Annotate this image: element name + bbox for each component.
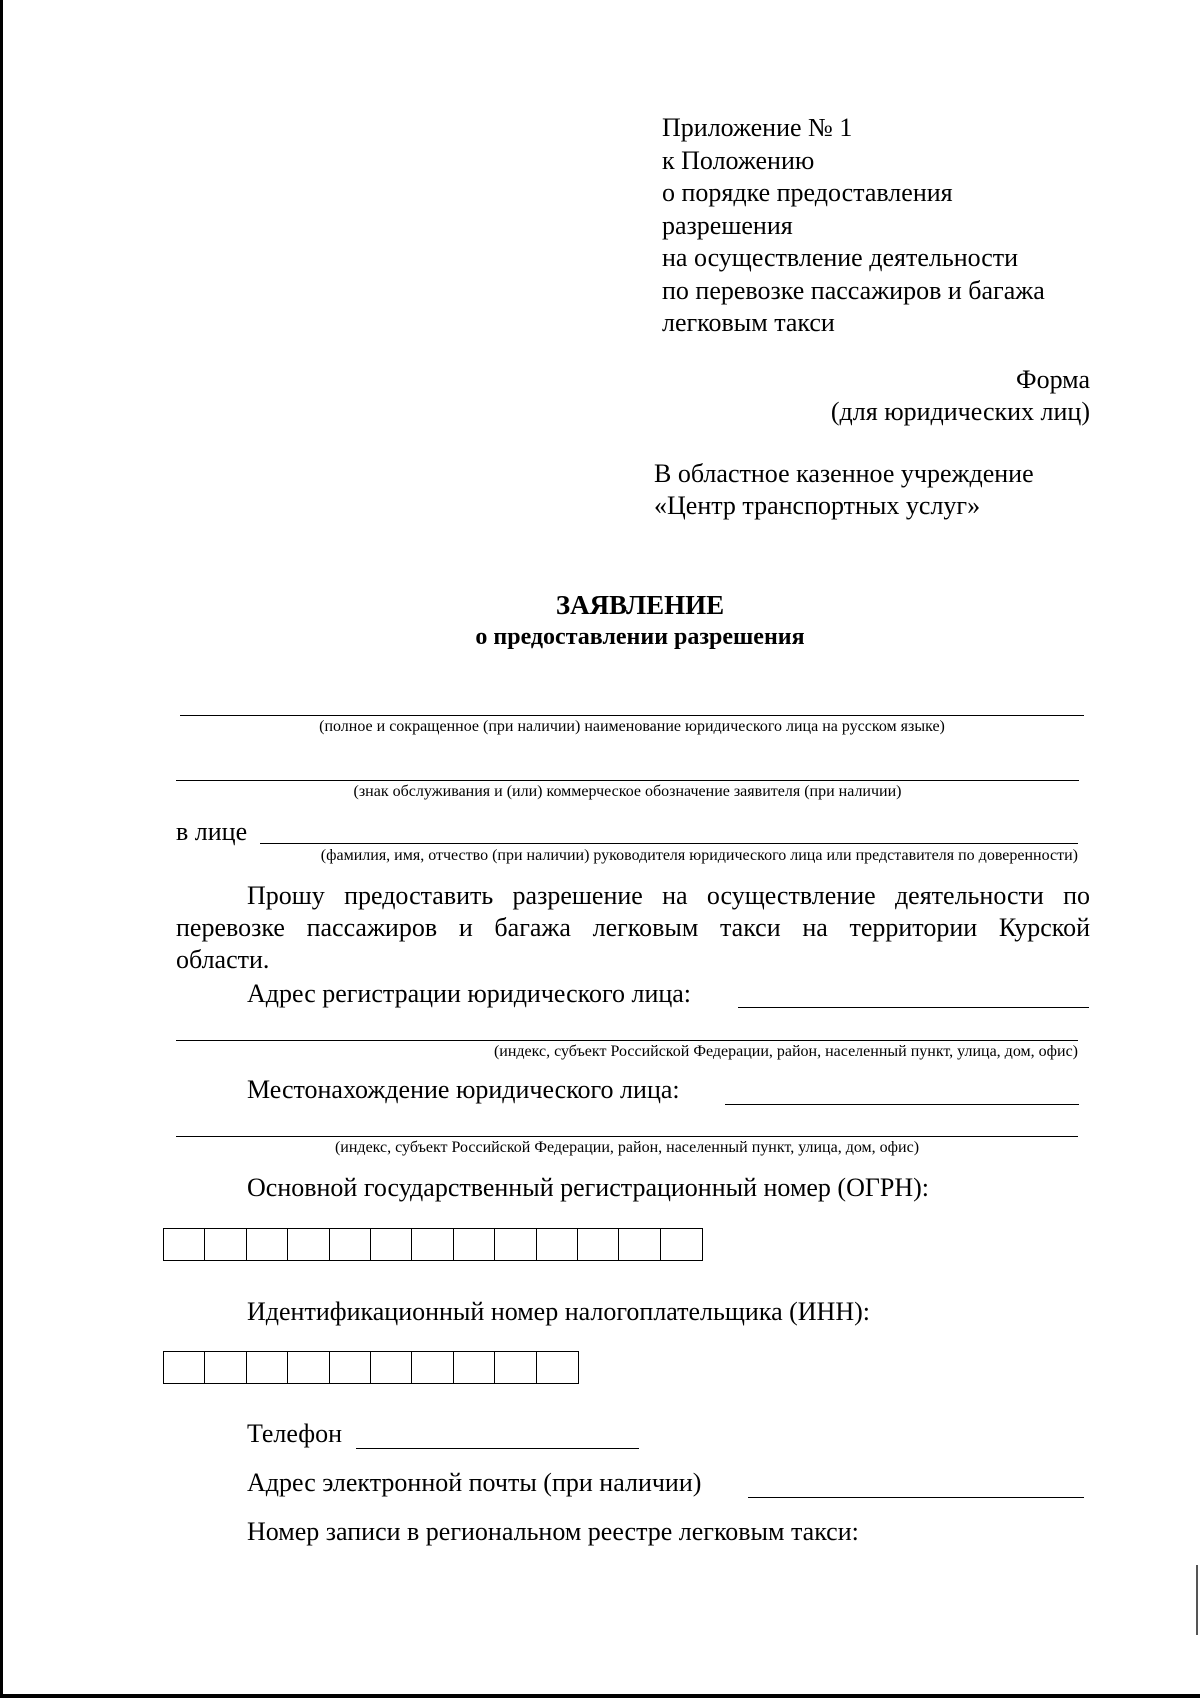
registry-label: Номер записи в региональном реестре легковым такси: — [247, 1517, 859, 1546]
ogrn-digit-cell[interactable] — [288, 1229, 329, 1260]
appendix-line: на осуществление деятельности — [662, 243, 1019, 272]
ogrn-digit-cell[interactable] — [205, 1229, 246, 1260]
legal-name-caption: (полное и сокращенное (при наличии) наименование юридического лица на русском языке) — [319, 718, 945, 735]
request-line: области. — [176, 945, 270, 974]
form-type-label — [831, 364, 1090, 428]
ogrn-digit-cell[interactable] — [454, 1229, 495, 1260]
ogrn-input-boxes[interactable] — [163, 1228, 703, 1261]
form-type-line: Форма — [1016, 365, 1090, 394]
ogrn-digit-cell[interactable] — [495, 1229, 536, 1260]
inn-digit-cell[interactable] — [495, 1352, 536, 1383]
inn-digit-cell[interactable] — [247, 1352, 288, 1383]
location-label: Местонахождение юридического лица: — [247, 1075, 680, 1104]
inn-input-boxes[interactable] — [163, 1351, 579, 1384]
ogrn-digit-cell[interactable] — [164, 1229, 205, 1260]
appendix-line: о порядке предоставления — [662, 178, 953, 207]
document-title-main: ЗАЯВЛЕНИЕ — [555, 590, 725, 620]
scan-edge-left — [0, 0, 3, 1698]
appendix-line: к Положению — [662, 145, 815, 175]
represented-by-caption: (фамилия, имя, отчество (при наличии) руководителя юридического лица или представителя по доверенности) — [320, 847, 1078, 864]
form-type-line: (для юридических лиц) — [830, 397, 1090, 426]
inn-digit-cell[interactable] — [412, 1352, 453, 1383]
ogrn-digit-cell[interactable] — [537, 1229, 578, 1260]
inn-digit-cell[interactable] — [205, 1352, 246, 1383]
inn-digit-cell[interactable] — [288, 1352, 329, 1383]
document-title-sub: о предоставлении разрешения — [475, 624, 805, 650]
inn-digit-cell[interactable] — [371, 1352, 412, 1383]
ogrn-digit-cell[interactable] — [578, 1229, 619, 1260]
registration-address-field-line2[interactable] — [176, 1040, 1078, 1041]
recipient-line: В областное казенное учреждение — [654, 459, 1034, 488]
ogrn-digit-cell[interactable] — [661, 1229, 702, 1260]
ogrn-label: Основной государственный регистрационный номер (ОГРН): — [247, 1173, 930, 1202]
ogrn-digit-cell[interactable] — [619, 1229, 660, 1260]
document-title — [0, 588, 1200, 652]
appendix-header — [662, 112, 1045, 340]
appendix-line: легковым такси — [662, 308, 835, 337]
legal-name-field[interactable] — [180, 715, 1084, 716]
inn-digit-cell[interactable] — [330, 1352, 371, 1383]
inn-digit-cell[interactable] — [537, 1352, 578, 1383]
scan-edge-bottom — [0, 1694, 1200, 1698]
phone-label: Телефон — [247, 1419, 343, 1448]
registration-address-field[interactable] — [738, 1007, 1089, 1008]
recipient-block — [654, 458, 1034, 522]
inn-digit-cell[interactable] — [164, 1352, 205, 1383]
request-line: перевозке пассажиров и багажа легковым такси на территории Курской — [176, 913, 1090, 942]
registration-address-caption: (индекс, субъект Российской Федерации, район, населенный пункт, улица, дом, офис) — [493, 1043, 1078, 1060]
recipient-line: «Центр транспортных услуг» — [654, 491, 981, 520]
scan-edge-right — [1196, 1565, 1198, 1635]
appendix-line: по перевозке пассажиров и багажа — [662, 275, 1045, 305]
ogrn-digit-cell[interactable] — [247, 1229, 288, 1260]
ogrn-digit-cell[interactable] — [412, 1229, 453, 1260]
appendix-line: разрешения — [662, 210, 793, 240]
request-line: Прошу предоставить разрешение на осуществление деятельности по — [247, 881, 1090, 910]
registration-address-label: Адрес регистрации юридического лица: — [247, 979, 692, 1008]
request-paragraph — [176, 880, 1090, 976]
represented-by-label: в лице — [176, 817, 248, 846]
represented-by-field[interactable] — [260, 843, 1078, 844]
email-label: Адрес электронной почты (при наличии) — [247, 1468, 702, 1497]
inn-label: Идентификационный номер налогоплательщика (ИНН): — [247, 1297, 870, 1326]
appendix-line: Приложение № 1 — [662, 113, 853, 142]
location-field-line2[interactable] — [176, 1136, 1078, 1137]
service-mark-caption: (знак обслуживания и (или) коммерческое обозначение заявителя (при наличии) — [353, 783, 902, 800]
phone-field[interactable] — [356, 1448, 639, 1449]
ogrn-digit-cell[interactable] — [330, 1229, 371, 1260]
location-field[interactable] — [725, 1104, 1079, 1105]
location-caption: (индекс, субъект Российской Федерации, район, населенный пункт, улица, дом, офис) — [334, 1139, 920, 1156]
email-field[interactable] — [748, 1497, 1084, 1498]
service-mark-field[interactable] — [176, 780, 1079, 781]
inn-digit-cell[interactable] — [454, 1352, 495, 1383]
ogrn-digit-cell[interactable] — [371, 1229, 412, 1260]
